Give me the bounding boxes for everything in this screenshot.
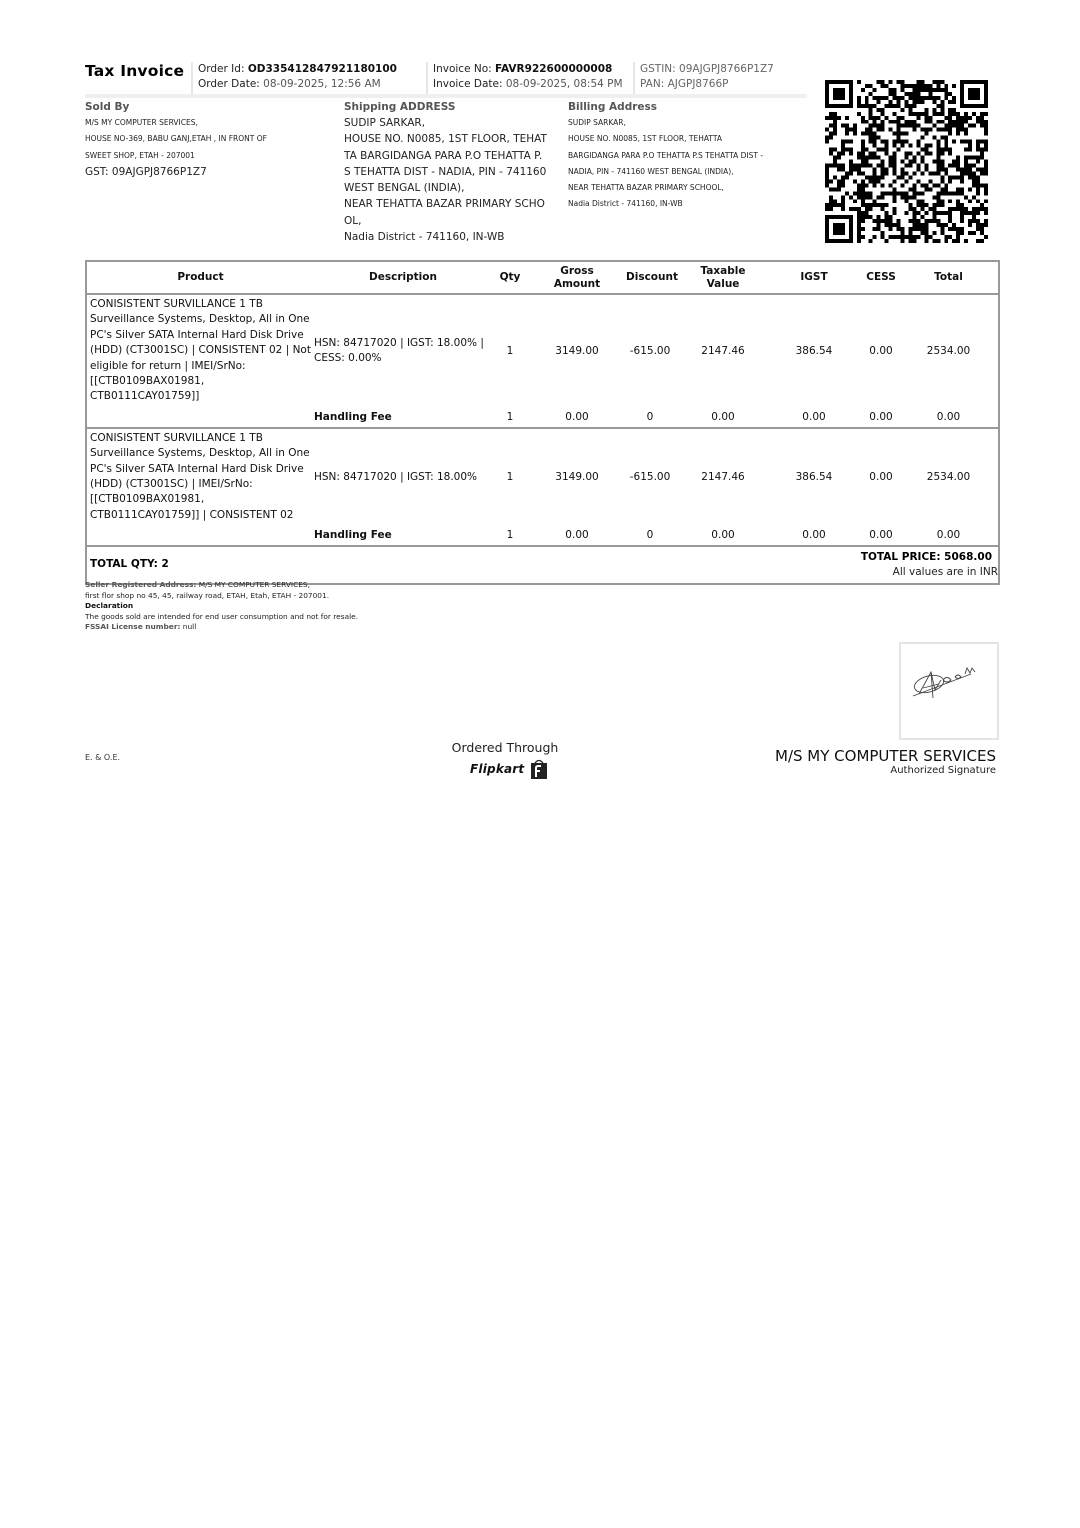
declaration-text: The goods sold are intended for end user consumption and not for resale. [85, 611, 359, 621]
signature-image [901, 644, 997, 738]
item-main-row [87, 429, 998, 525]
fee-total: 0.00 [936, 410, 961, 423]
order-id-label: Order Id: [198, 63, 245, 75]
fee-cess: 0.00 [869, 529, 893, 542]
total-price: TOTAL PRICE: 5068.00 [860, 551, 992, 564]
page-title: Tax Invoice [85, 62, 185, 80]
billing-line: Nadia District - 741160, IN-WB [568, 199, 683, 209]
item-discount: -615.00 [629, 471, 671, 484]
order-date-label: Order Date: [198, 78, 260, 90]
fssai-value: null [182, 622, 197, 632]
seller-signature-block [775, 747, 996, 777]
item-description: HSN: 84717020 | IGST: 18.00% [314, 470, 478, 483]
item-total: 2534.00 [926, 344, 971, 357]
item-description: HSN: 84717020 | IGST: 18.00% | CESS: 0.00% [314, 337, 484, 364]
item-total: 2534.00 [926, 471, 971, 484]
shipping-address-block [344, 100, 564, 245]
handling-fee-row [87, 407, 998, 427]
order-info [191, 62, 397, 94]
item-cess: 0.00 [869, 344, 893, 357]
shipping-line: WEST BENGAL (INDIA), [344, 182, 465, 195]
eoe-note: E. & O.E. [85, 753, 121, 762]
fssai-label: FSSAI License number: [85, 622, 181, 632]
total-qty: TOTAL QTY: 2 [90, 558, 169, 571]
col-description: Description [369, 271, 437, 283]
billing-heading: Billing Address [568, 101, 658, 113]
invoice-no: FAVR922600000008 [495, 63, 613, 75]
sold-by-line: M/S MY COMPUTER SERVICES, [85, 118, 198, 127]
col-gross-line2: Amount [553, 277, 601, 290]
fee-label: Handling Fee [314, 410, 392, 423]
order-date: 08-09-2025, 12:56 AM [263, 78, 381, 90]
fee-gross: 0.00 [565, 410, 589, 423]
order-id: OD335412847921180100 [247, 63, 397, 75]
seller-name: M/S MY COMPUTER SERVICES [775, 747, 996, 765]
item-product: CONISISTENT SURVILLANCE 1 TB Surveillance Systems, Desktop, All in One PC's Silver SATA Internal Hard Disk Drive (HDD) (CT3001SC) | IMEI/SrNo: [[CTB0109BAX01981, CTB0111CAY01759]] | CONSISTENT 02 [90, 431, 310, 521]
col-discount: Discount [626, 271, 678, 283]
qr-code [825, 80, 988, 243]
seller-registered-value: M/S MY COMPUTER SERVICES, [198, 580, 310, 589]
items-table [85, 260, 1000, 585]
shipping-heading: Shipping ADDRESS [344, 101, 456, 113]
invoice-date: 08-09-2025, 08:54 PM [505, 78, 623, 90]
sold-by-block [85, 100, 335, 180]
sold-by-line: HOUSE NO-369, BABU GANJ,ETAH , IN FRONT OF [85, 134, 267, 144]
flipkart-logo [470, 759, 548, 779]
item-qty: 1 [506, 344, 514, 357]
shipping-line: HOUSE NO. N0085, 1ST FLOOR, TEHAT [344, 133, 547, 146]
pan: PAN: AJGPJ8766P [640, 78, 729, 90]
col-gross-line1: Gross [560, 264, 594, 277]
fee-discount: 0 [646, 410, 654, 423]
billing-address-block [568, 100, 813, 213]
authorized-signature-label: Authorized Signature [890, 765, 996, 776]
item-main-row [87, 295, 998, 407]
col-total: Total [934, 271, 963, 283]
sold-by-line: SWEET SHOP, ETAH - 207001 [85, 150, 195, 160]
fee-label: Handling Fee [314, 529, 392, 542]
fee-total: 0.00 [936, 529, 961, 542]
item-discount: -615.00 [629, 344, 671, 357]
invoice-info [426, 62, 623, 94]
handling-fee-row [87, 525, 998, 545]
sold-by-gst: GST: 09AJGPJ8766P1Z7 [85, 165, 207, 178]
table-row [87, 429, 998, 547]
col-taxable-value [674, 265, 772, 291]
fee-igst: 0.00 [802, 410, 826, 423]
table-footer [87, 547, 998, 583]
ordered-through-label: Ordered Through [451, 740, 559, 755]
col-qty: Qty [499, 271, 521, 283]
seller-registered-label: Seller Registered Address: [85, 580, 197, 589]
shipping-line: S TEHATTA DIST - NADIA, PIN - 741160 [344, 165, 547, 178]
currency-note: All values are in INR [892, 566, 998, 579]
billing-line: SUDIP SARKAR, [568, 118, 626, 127]
col-product: Product [177, 271, 224, 283]
shipping-line: SUDIP SARKAR, [344, 117, 426, 129]
flipkart-wordmark: Flipkart [470, 762, 525, 776]
item-taxable: 2147.46 [701, 344, 745, 357]
table-header [87, 262, 998, 295]
col-cess: CESS [866, 271, 896, 283]
fee-cess: 0.00 [869, 410, 893, 423]
invoice-no-label: Invoice No: [433, 63, 492, 75]
gstin: GSTIN: 09AJGPJ8766P1Z7 [640, 63, 774, 75]
col-igst: IGST [800, 271, 828, 283]
declaration-heading: Declaration [85, 601, 134, 611]
table-row [87, 295, 998, 429]
item-taxable: 2147.46 [701, 471, 745, 484]
billing-line: NEAR TEHATTA BAZAR PRIMARY SCHOOL, [568, 183, 724, 193]
item-qty: 1 [506, 471, 514, 484]
shipping-line: Nadia District - 741160, IN-WB [344, 231, 505, 244]
invoice-header [85, 60, 807, 98]
flipkart-bag-icon [530, 759, 548, 779]
billing-line: NADIA, PIN - 741160 WEST BENGAL (INDIA), [568, 166, 734, 176]
col-taxable-line2: Value [706, 277, 740, 290]
shipping-line: TA BARGIDANGA PARA P.O TEHATTA P. [344, 149, 543, 162]
col-gross-amount [528, 265, 626, 291]
fee-taxable: 0.00 [711, 410, 735, 423]
fee-igst: 0.00 [802, 529, 826, 542]
fee-qty: 1 [506, 410, 514, 423]
invoice-notes [85, 580, 358, 633]
fee-discount: 0 [646, 529, 654, 542]
item-product: CONISISTENT SURVILLANCE 1 TB Surveillance Systems, Desktop, All in One PC's Silver SATA Internal Hard Disk Drive (HDD) (CT3001SC) | CONSISTENT 02 | Not eligible for return | IMEI/SrNo: [[CTB0109BAX01981, CTB0111CAY01759]] [90, 298, 311, 403]
item-igst: 386.54 [795, 471, 833, 484]
header-divider [85, 94, 807, 98]
shipping-line: NEAR TEHATTA BAZAR PRIMARY SCHO [344, 198, 545, 211]
item-gross: 3149.00 [555, 344, 599, 357]
shipping-line: OL, [344, 214, 362, 227]
fee-taxable: 0.00 [711, 529, 735, 542]
signature-box [899, 642, 999, 740]
billing-line: BARGIDANGA PARA P.O TEHATTA P.S TEHATTA DIST - [568, 150, 764, 160]
invoice-date-label: Invoice Date: [433, 78, 503, 90]
sold-by-heading: Sold By [85, 101, 130, 113]
billing-line: HOUSE NO. N0085, 1ST FLOOR, TEHATTA [568, 134, 722, 144]
seller-registered-line2: first flor shop no 45, 45, railway road, ETAH, Etah, ETAH - 207001. [85, 590, 330, 600]
item-cess: 0.00 [869, 471, 893, 484]
fee-qty: 1 [506, 529, 514, 542]
col-taxable-line1: Taxable [700, 264, 746, 277]
fee-gross: 0.00 [565, 529, 589, 542]
item-igst: 386.54 [795, 344, 833, 357]
gst-info [633, 62, 774, 94]
item-gross: 3149.00 [555, 471, 599, 484]
